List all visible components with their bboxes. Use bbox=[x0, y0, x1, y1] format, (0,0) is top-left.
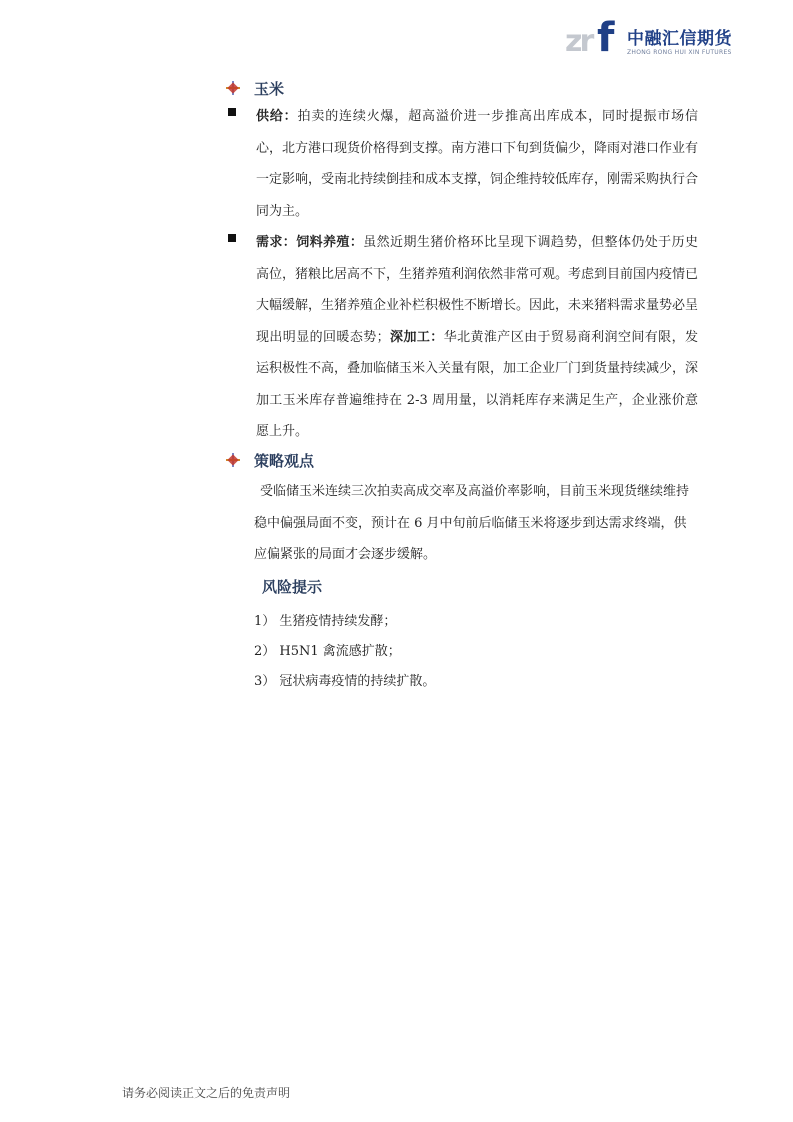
demand-label: 需求：饲料养殖： bbox=[256, 235, 364, 250]
company-logo bbox=[565, 15, 770, 62]
strategy-paragraph: 受临储玉米连续三次拍卖高成交率及高溢价率影响，目前玉米现货继续维持稳中偏强局面不变，预计在 6 月中旬前后临储玉米将逐步到达需求终端，供应偏紧张的局面才会逐步缓解。 bbox=[254, 484, 690, 562]
demand-paragraph bbox=[256, 227, 698, 448]
square-bullet-icon bbox=[228, 108, 236, 116]
supply-bullet bbox=[228, 101, 698, 227]
supply-label: 供给： bbox=[256, 109, 298, 124]
deep-processing-label: 深加工： bbox=[389, 329, 444, 345]
section-heading-strategy bbox=[226, 448, 314, 472]
section-marker-icon bbox=[226, 81, 240, 95]
supply-paragraph bbox=[256, 101, 698, 227]
supply-text: 拍卖的连续火爆，超高溢价进一步推高出库成本，同时提振市场信心，北方港口现货价格得到支撑。南方港口下旬到货偏少，降雨对港口作业有一定影响，受南北持续倒挂和成本支撑，饲企维持较低库存，刚需采购执行合同为主。 bbox=[256, 109, 699, 219]
risk-item: 1） 生猪疫情持续发酵； bbox=[254, 614, 397, 629]
demand-text-1: 虽然近期生猪价格环比呈现下调趋势，但整体仍处于历史高位，猪粮比居高不下，生猪养殖利润依然非常可观。考虑到目前国内疫情已大幅缓解，生猪养殖企业补栏积极性不断增长。因此，未来猪料需求量势必呈现出明显的回暖态势； bbox=[256, 235, 699, 345]
risk-item: 2） H5N1 禽流感扩散； bbox=[254, 644, 401, 659]
logo-mark: zr bbox=[565, 24, 592, 59]
risk-item: 3） 冠状病毒疫情的持续扩散。 bbox=[254, 674, 436, 689]
logo-f-mark: f bbox=[597, 15, 615, 61]
demand-bullet bbox=[228, 227, 698, 448]
company-name-cn: 中融汇信期货 bbox=[627, 29, 732, 49]
risk-title: 风险提示 bbox=[262, 578, 323, 596]
section-title-corn: 玉米 bbox=[254, 79, 285, 98]
square-bullet-icon bbox=[228, 234, 236, 242]
footer-disclaimer: 请务必阅读正文之后的免责声明 bbox=[122, 1086, 291, 1100]
section-marker-icon bbox=[226, 453, 240, 467]
section-title-strategy: 策略观点 bbox=[254, 451, 315, 470]
section-heading-corn bbox=[226, 76, 284, 100]
demand-text-2: 华北黄淮产区由于贸易商利润空间有限，发运积极性不高，叠加临储玉米入关量有限，加工企业厂门到货量持续减少，深加工玉米库存普遍维持在 2-3 周用量，以消耗库存来满足生产，企业涨价意愿上升。 bbox=[256, 329, 699, 439]
company-name-en: ZHONG RONG HUI XIN FUTURES bbox=[627, 49, 732, 56]
